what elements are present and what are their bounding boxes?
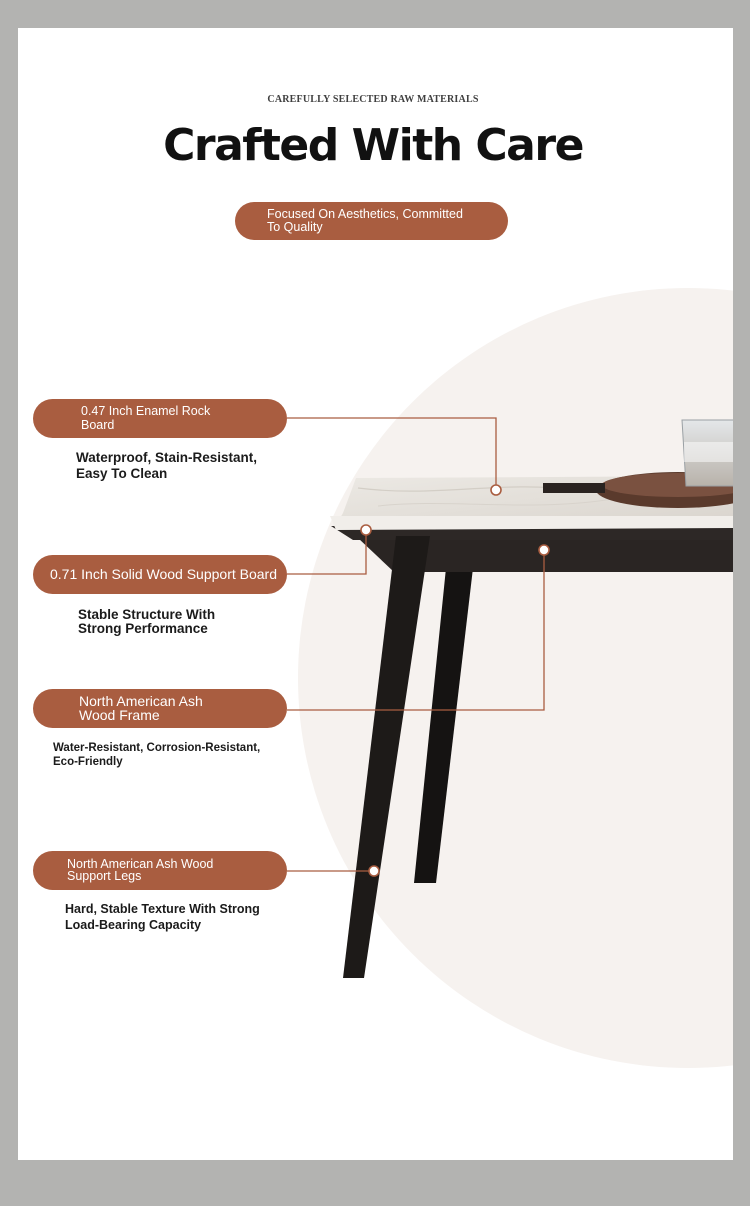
callout-description-rock-board: Waterproof, Stain-Resistant, Easy To Clean [76, 450, 258, 482]
callout-description-support-board: Stable Structure With Strong Performance [78, 607, 216, 636]
callout-label-text: 0.47 Inch Enamel Rock Board [81, 404, 211, 432]
product-feature-card [18, 28, 733, 1160]
callout-label-frame [33, 689, 287, 728]
callout-description-frame: Water-Resistant, Corrosion-Resistant, Eco-Friendly [53, 742, 261, 768]
front-leg [343, 536, 430, 978]
callout-label-legs [33, 851, 287, 890]
marker-rock-board [491, 485, 501, 495]
marker-frame [539, 545, 549, 555]
marker-support-board [361, 525, 371, 535]
back-leg [414, 568, 473, 883]
table-illustration [18, 28, 733, 1160]
callout-label-text: North American Ash Wood Frame [79, 693, 203, 723]
callout-label-text: North American Ash Wood Support Legs [67, 856, 214, 883]
callout-label-support-board [33, 555, 287, 594]
tagline-text: Focused On Aesthetics, Committed To Quality [267, 206, 463, 234]
eyebrow-text: CAREFULLY SELECTED RAW MATERIALS [267, 94, 479, 105]
callout-description-legs: Hard, Stable Texture With Strong Load-Bearing Capacity [65, 902, 260, 932]
page-title: Crafted With Care [163, 120, 583, 171]
callout-label-rock-board [33, 399, 287, 438]
marker-legs [369, 866, 379, 876]
callout-label-text: 0.71 Inch Solid Wood Support Board [50, 566, 278, 583]
